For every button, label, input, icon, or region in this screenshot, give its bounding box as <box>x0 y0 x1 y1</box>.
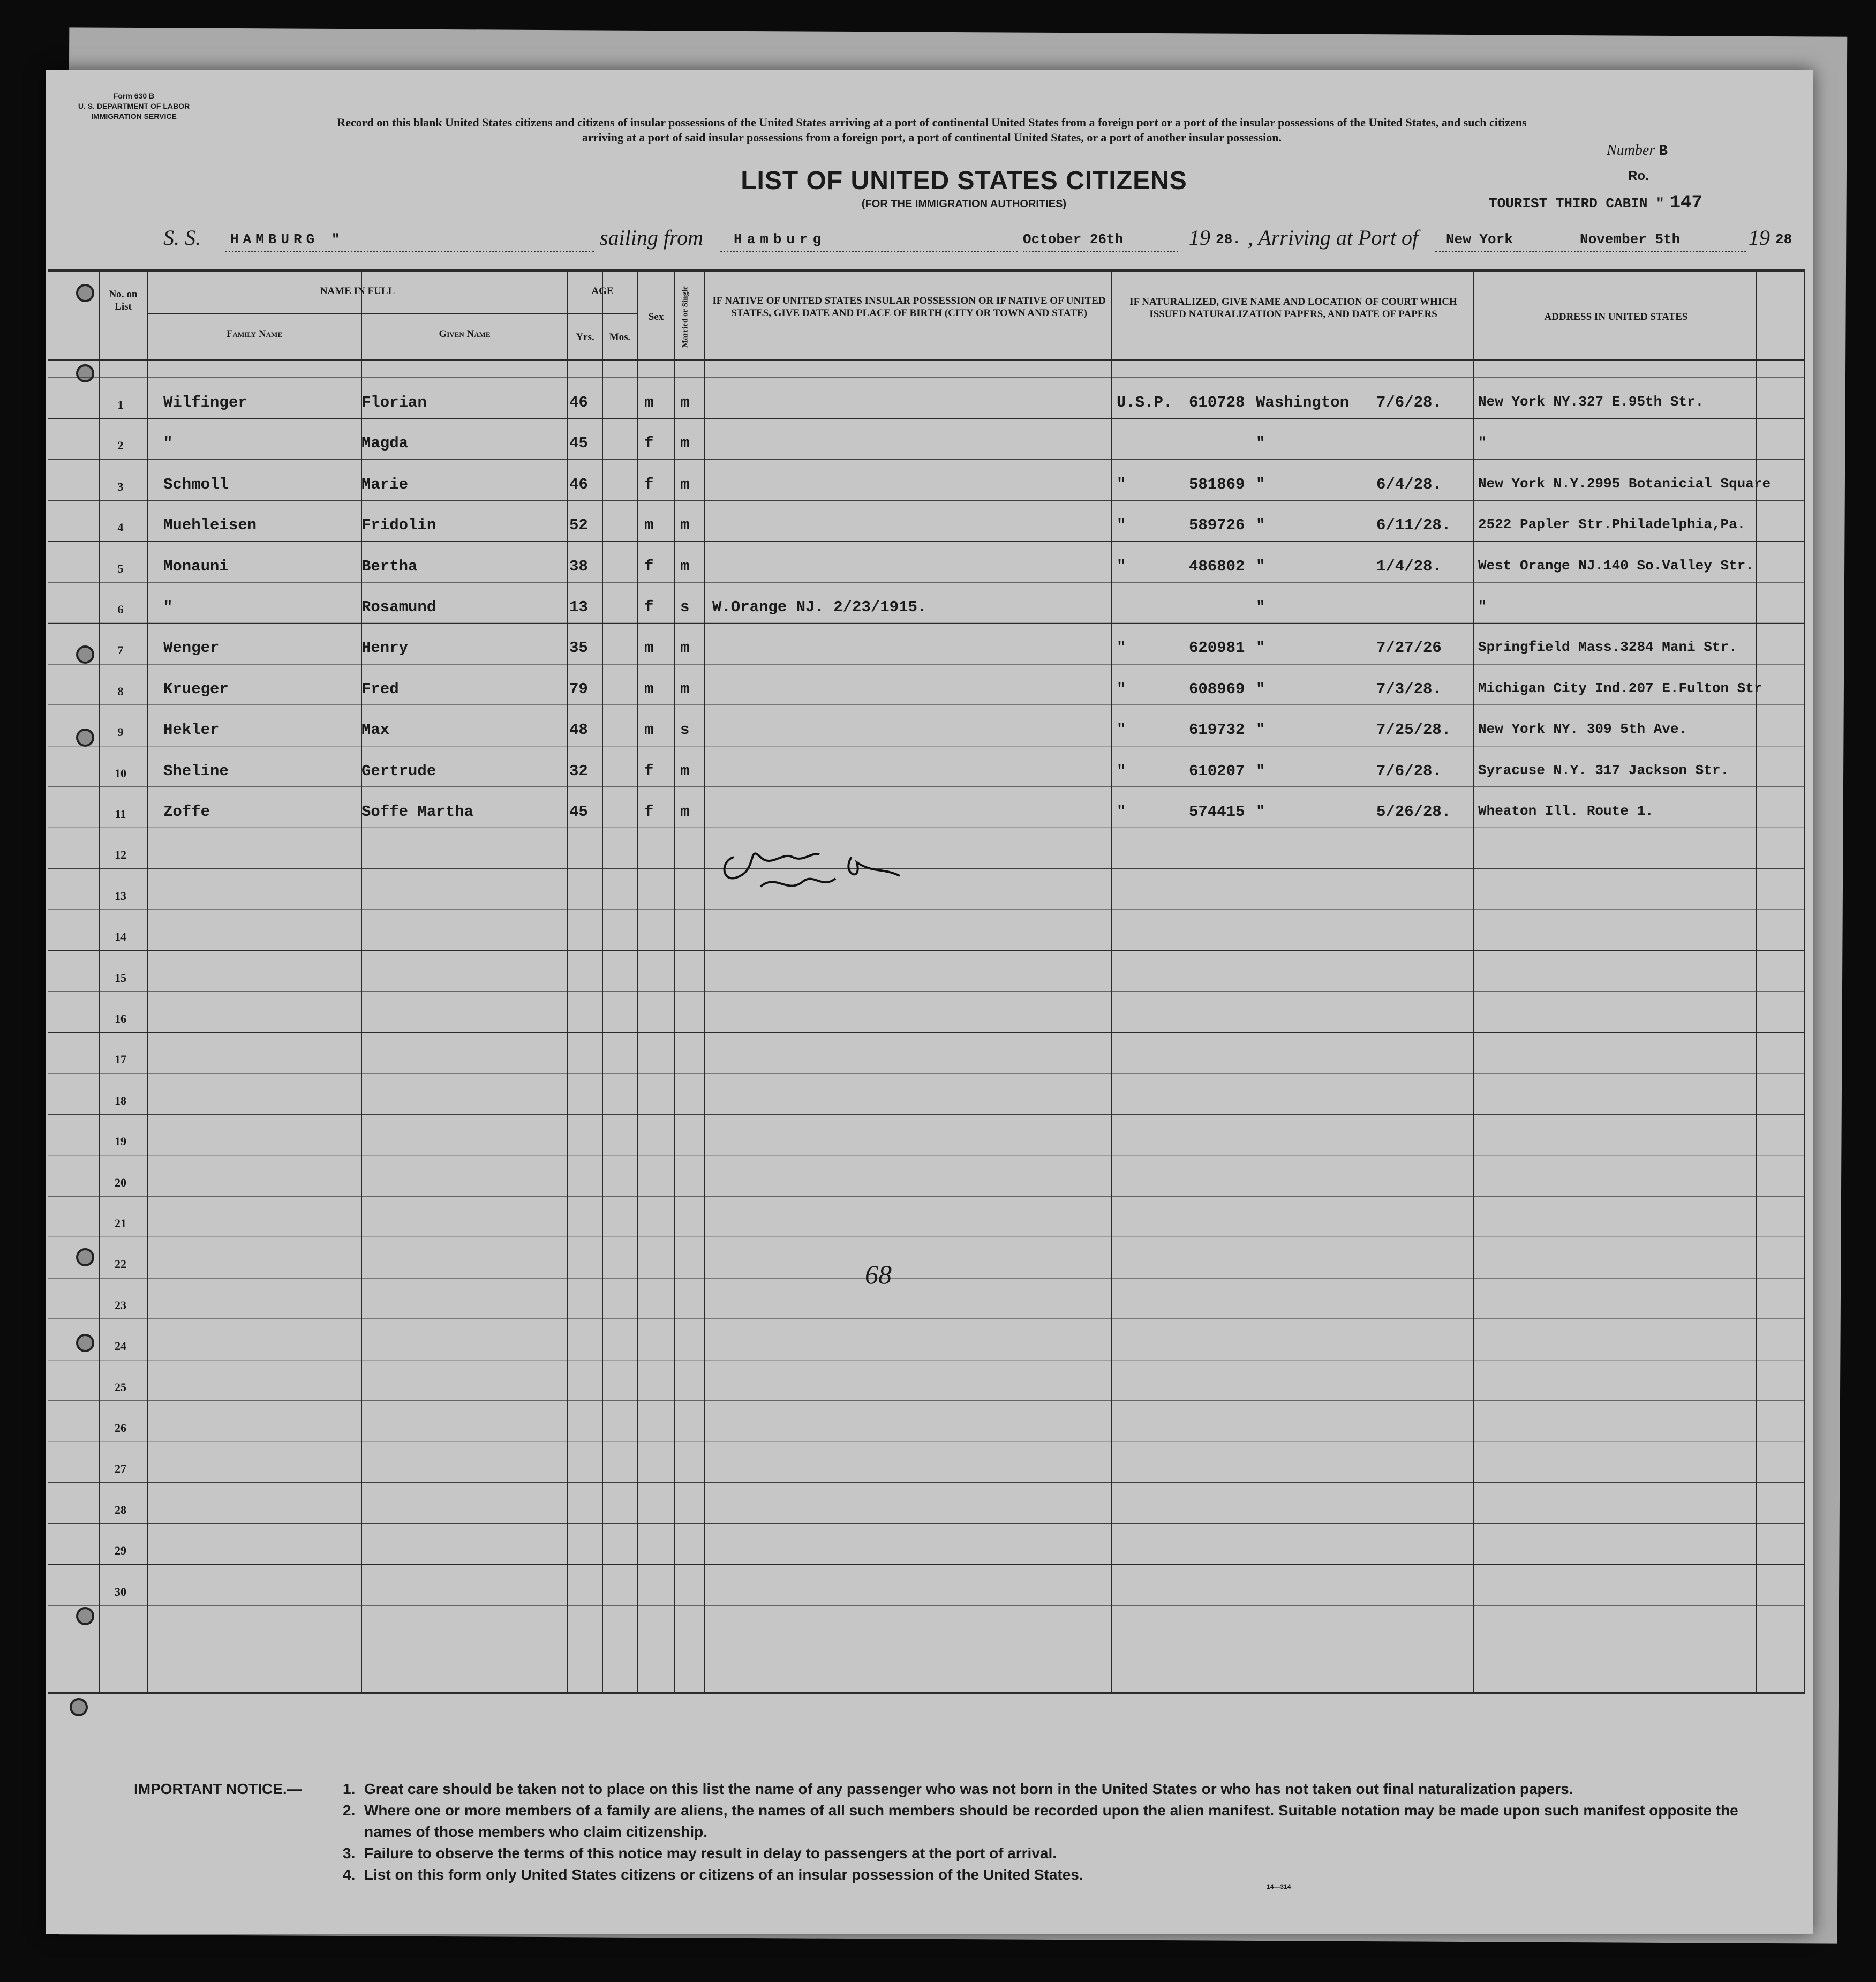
court-location-cell: " <box>1256 475 1265 493</box>
court-location-cell: " <box>1256 680 1265 698</box>
given-name-cell: Fridolin <box>361 516 436 535</box>
form-number: Form 630 B <box>113 92 155 100</box>
row-number: 9 <box>117 725 124 739</box>
notice-list <box>343 1778 1778 1886</box>
court-cell: " <box>1117 721 1126 739</box>
sailing-date: October 26th <box>1023 231 1124 247</box>
paper-date-cell: 7/3/28. <box>1376 680 1442 698</box>
row-number: 17 <box>115 1053 126 1067</box>
given-name-cell: Marie <box>361 475 409 493</box>
sex-cell: f <box>644 803 654 821</box>
year-prefix: 19 <box>1189 226 1210 250</box>
inspector-signature <box>712 825 937 905</box>
col-header-sex: Sex <box>648 311 664 322</box>
arriving-label: , Arriving at Port of <box>1248 226 1419 250</box>
court-cell: " <box>1117 639 1126 657</box>
notice-item-number: 1. <box>343 1781 356 1797</box>
paper-date-cell: 1/4/28. <box>1376 557 1442 575</box>
row-number: 23 <box>115 1298 126 1312</box>
notice-item <box>343 1800 1778 1843</box>
given-name-cell: Bertha <box>361 557 418 575</box>
arrival-year: 28 <box>1775 231 1792 247</box>
family-name-cell: Zoffe <box>163 803 210 821</box>
paper-number-cell: 610207 <box>1189 762 1245 780</box>
paper-date-cell: 7/27/26 <box>1376 639 1442 657</box>
address-cell: West Orange NJ.140 So.Valley Str. <box>1478 557 1754 574</box>
paper-date-cell: 7/6/28. <box>1376 762 1442 780</box>
row-number: 29 <box>115 1544 126 1558</box>
page-title: LIST OF UNITED STATES CITIZENS <box>741 167 1187 195</box>
marital-status-cell: s <box>680 598 690 616</box>
paper-date-cell: 7/25/28. <box>1376 721 1451 739</box>
family-name-cell: Krueger <box>163 680 229 698</box>
sex-cell: m <box>644 639 654 657</box>
ro-label: Ro. <box>1628 169 1649 183</box>
marital-status-cell: m <box>680 557 690 575</box>
col-header-address: ADDRESS IN UNITED STATES <box>1544 311 1688 322</box>
age-years-cell: 32 <box>569 762 588 780</box>
notice-item-text: Where one or more members of a family are aliens, the names of all such members should be recorded upon the alien manifest. Suitable notation may be made upon such manifest opposite the names of those members who claim citizenship. <box>364 1802 1738 1840</box>
row-number: 25 <box>115 1380 126 1394</box>
col-header-given: Given Name <box>439 328 491 340</box>
row-number: 12 <box>115 848 126 862</box>
paper-number-cell: 581869 <box>1189 475 1245 493</box>
age-years-cell: 79 <box>569 680 588 698</box>
row-number: 19 <box>115 1135 126 1148</box>
given-name-cell: Henry <box>361 639 409 657</box>
col-header-no: No. on List <box>109 289 138 312</box>
family-name-cell: Monauni <box>163 557 229 575</box>
court-location-cell: " <box>1256 434 1265 453</box>
arrival-port: New York <box>1446 231 1513 247</box>
court-cell: " <box>1117 680 1126 698</box>
service-name: IMMIGRATION SERVICE <box>91 112 177 121</box>
marital-status-cell: m <box>680 434 690 453</box>
court-location-cell: Washington <box>1256 394 1350 411</box>
notice-item <box>343 1864 1778 1886</box>
sex-cell: f <box>644 557 654 575</box>
age-years-cell: 35 <box>569 639 588 657</box>
court-location-cell: " <box>1256 557 1265 575</box>
row-number: 27 <box>115 1462 126 1476</box>
court-cell: " <box>1117 557 1126 575</box>
family-name-cell: " <box>163 598 173 616</box>
family-name-cell: Wilfinger <box>163 394 247 411</box>
row-number: 8 <box>117 684 124 698</box>
court-cell: " <box>1117 516 1126 535</box>
col-header-marital: Married or Single <box>681 286 690 348</box>
address-cell: " <box>1478 434 1487 451</box>
family-name-cell: Wenger <box>163 639 220 657</box>
handwritten-page-number: 68 <box>865 1259 892 1289</box>
address-cell: Syracuse N.Y. 317 Jackson Str. <box>1478 762 1729 778</box>
family-name-cell: " <box>163 434 173 453</box>
notice-item-text: Failure to observe the terms of this notice may result in delay to passengers at the port of arrival. <box>364 1845 1057 1861</box>
row-number: 2 <box>117 439 124 453</box>
print-code: 14—314 <box>1267 1883 1291 1890</box>
given-name-cell: Max <box>361 721 390 739</box>
given-name-cell: Rosamund <box>361 598 436 616</box>
family-name-cell: Sheline <box>163 762 229 780</box>
sex-cell: f <box>644 475 654 493</box>
paper-number-cell: 486802 <box>1189 557 1245 575</box>
notice-item <box>343 1843 1778 1864</box>
notice-item-text: List on this form only United States citizens or citizens of an insular possession of the United States. <box>364 1866 1083 1883</box>
address-cell: Michigan City Ind.207 E.Fulton Str <box>1478 680 1762 696</box>
arrival-date: November 5th <box>1580 231 1681 247</box>
age-years-cell: 48 <box>569 721 588 739</box>
court-location-cell: " <box>1256 803 1265 821</box>
sex-cell: m <box>644 680 654 698</box>
col-header-name: NAME IN FULL <box>320 286 395 297</box>
age-years-cell: 46 <box>569 394 588 411</box>
given-name-cell: Soffe Martha <box>361 803 473 821</box>
court-location-cell: " <box>1256 639 1265 657</box>
from-port: Hamburg <box>734 231 826 247</box>
court-location-cell: " <box>1256 721 1265 739</box>
paper-number-cell: 589726 <box>1189 516 1245 535</box>
paper-date-cell: 6/11/28. <box>1376 516 1451 535</box>
sailing-year: 28. <box>1216 231 1241 247</box>
address-cell: Springfield Mass.3284 Mani Str. <box>1478 639 1737 656</box>
marital-status-cell: m <box>680 803 690 821</box>
sex-cell: m <box>644 516 654 535</box>
marital-status-cell: m <box>680 516 690 535</box>
row-number: 4 <box>117 521 124 535</box>
row-number: 20 <box>115 1175 126 1189</box>
notice-item <box>343 1778 1778 1800</box>
row-number: 15 <box>115 971 126 985</box>
marital-status-cell: m <box>680 762 690 780</box>
family-name-cell: Hekler <box>163 721 220 739</box>
row-number: 11 <box>115 807 126 821</box>
given-name-cell: Magda <box>361 434 409 453</box>
cabin-label: TOURIST THIRD CABIN " <box>1489 196 1664 212</box>
sex-cell: f <box>644 598 654 616</box>
marital-status-cell: m <box>680 394 690 411</box>
marital-status-cell: s <box>680 721 690 739</box>
address-cell: New York NY.327 E.95th Str. <box>1478 394 1704 410</box>
number-label: Number <box>1607 142 1655 159</box>
marital-status-cell: m <box>680 639 690 657</box>
court-location-cell: " <box>1256 516 1265 535</box>
sex-cell: f <box>644 434 654 453</box>
page-subtitle: (FOR THE IMMIGRATION AUTHORITIES) <box>861 198 1067 210</box>
age-years-cell: 45 <box>569 803 588 821</box>
court-cell: " <box>1117 475 1126 493</box>
court-location-cell: " <box>1256 598 1265 616</box>
col-header-birth: IF NATIVE OF UNITED STATES INSULAR POSSESSION OR IF NATIVE OF UNITED STATES, GIVE DATE AND PLACE OF BIRTH (CITY OR TOWN AND STATE) <box>712 295 1106 319</box>
row-number: 10 <box>115 766 126 780</box>
row-number: 30 <box>115 1585 126 1598</box>
notice-item-number: 2. <box>343 1802 356 1819</box>
col-header-mos: Mos. <box>609 332 631 343</box>
court-cell: " <box>1117 803 1126 821</box>
col-header-age: AGE <box>591 286 614 297</box>
paper-number-cell: 574415 <box>1189 803 1245 821</box>
address-cell: New York NY. 309 5th Ave. <box>1478 721 1687 738</box>
given-name-cell: Gertrude <box>361 762 436 780</box>
notice-item-text: Great care should be taken not to place on this list the name of any passenger who was not born in the United States or who has not taken out final naturalization papers. <box>364 1781 1573 1797</box>
court-cell: U.S.P. <box>1117 394 1173 411</box>
paper-number-cell: 620981 <box>1189 639 1245 657</box>
row-number: 22 <box>115 1257 126 1271</box>
paper-number-cell: 619732 <box>1189 721 1245 739</box>
row-number: 21 <box>115 1217 126 1230</box>
paper-date-cell: 7/6/28. <box>1376 394 1442 411</box>
address-cell: 2522 Papler Str.Philadelphia,Pa. <box>1478 516 1746 533</box>
court-cell: " <box>1117 762 1126 780</box>
paper-number-cell: 608969 <box>1189 680 1245 698</box>
sailing-label: sailing from <box>600 226 703 250</box>
sex-cell: f <box>644 762 654 780</box>
paper-date-cell: 6/4/28. <box>1376 475 1442 493</box>
row-number: 3 <box>117 479 124 493</box>
birth-place-cell: W.Orange NJ. 2/23/1915. <box>712 598 927 616</box>
age-years-cell: 13 <box>569 598 588 616</box>
court-location-cell: " <box>1256 762 1265 780</box>
marital-status-cell: m <box>680 680 690 698</box>
col-header-naturalized: IF NATURALIZED, GIVE NAME AND LOCATION OF COURT WHICH ISSUED NATURALIZATION PAPERS, AND DATE OF PAPERS <box>1129 296 1457 320</box>
col-header-family: Family Name <box>227 328 282 340</box>
row-number: 7 <box>117 643 124 657</box>
form-instructions: Record on this blank United States citizens and citizens of insular possessions of the United States arriving at a port of continental United States from a foreign port or a port of the insular possessions of the United States, and such citizens arriving at a port of said insular possessions from a foreign port, a port of continental United States, or a port of another insular possession. <box>337 116 1527 144</box>
address-cell: New York N.Y.2995 Botanicial Square <box>1478 475 1771 492</box>
list-sheet-number: 147 <box>1669 193 1702 213</box>
row-number: 18 <box>115 1093 126 1107</box>
row-number: 6 <box>117 603 124 616</box>
row-number: 28 <box>115 1503 126 1516</box>
given-name-cell: Fred <box>361 680 399 698</box>
col-header-yrs: Yrs. <box>576 332 594 343</box>
sex-cell: m <box>644 394 654 411</box>
address-cell: Wheaton Ill. Route 1. <box>1478 803 1654 819</box>
paper-number-cell: 610728 <box>1189 394 1245 411</box>
notice-lead: IMPORTANT NOTICE.— <box>134 1781 302 1797</box>
given-name-cell: Florian <box>361 394 427 411</box>
row-number: 16 <box>115 1012 126 1025</box>
number-value: B <box>1659 143 1668 160</box>
row-number: 5 <box>117 561 124 575</box>
paper-date-cell: 5/26/28. <box>1376 803 1451 821</box>
address-cell: " <box>1478 598 1487 614</box>
department-name: U. S. DEPARTMENT OF LABOR <box>78 102 190 110</box>
family-name-cell: Muehleisen <box>163 516 257 535</box>
row-number: 26 <box>115 1421 126 1435</box>
row-number: 24 <box>115 1339 126 1353</box>
age-years-cell: 46 <box>569 475 588 493</box>
notice-item-number: 3. <box>343 1845 356 1861</box>
row-number: 14 <box>115 930 126 944</box>
age-years-cell: 38 <box>569 557 588 575</box>
family-name-cell: Schmoll <box>163 475 229 493</box>
year-prefix: 19 <box>1749 226 1770 250</box>
row-number: 1 <box>117 398 124 411</box>
marital-status-cell: m <box>680 475 690 493</box>
age-years-cell: 45 <box>569 434 588 453</box>
age-years-cell: 52 <box>569 516 588 535</box>
ship-name: HAMBURG " <box>230 231 344 247</box>
sex-cell: m <box>644 721 654 739</box>
ss-label: S. S. <box>163 226 201 250</box>
row-number: 13 <box>115 889 126 903</box>
notice-item-number: 4. <box>343 1866 356 1883</box>
